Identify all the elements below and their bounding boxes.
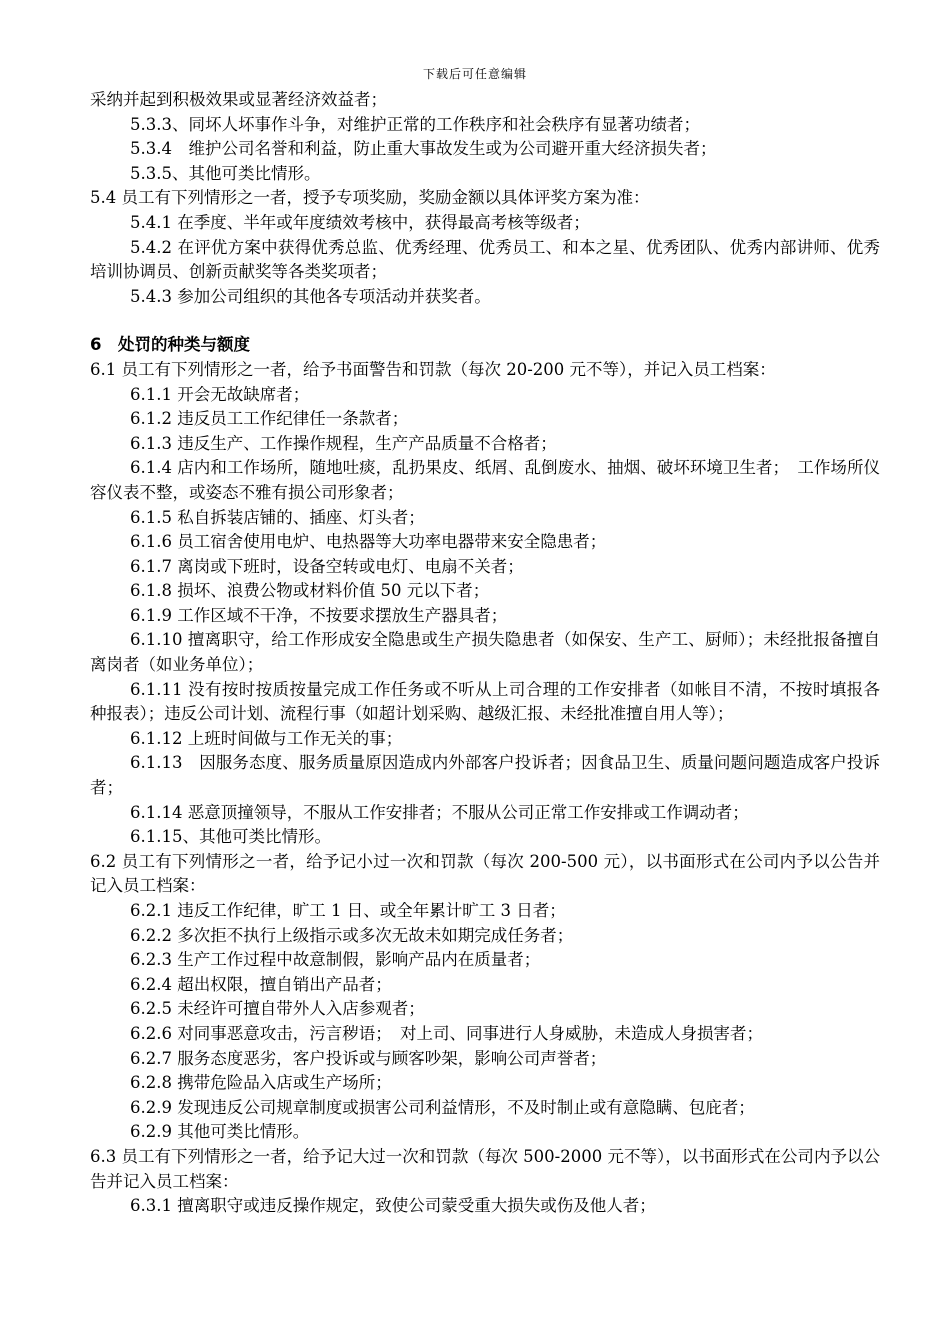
clause-item: 6.2.4 超出权限，擅自销出产品者； [130,974,392,994]
clause-item: 6.1.8 损坏、浪费公物或材料价值 50 元以下者； [130,581,490,601]
clause-item: 6.2.7 服务态度恶劣，客户投诉或与顾客吵架，影响公司声誉者； [130,1048,607,1068]
clause-paragraph: 6.1 员工有下列情形之一者，给予书面警告和罚款（每次 20-200 元不等），并记入员工档案： [90,359,776,379]
clause-paragraph: 5.4 员工有下列情形之一者，授予专项奖励，奖励金额以具体评奖方案为准： [90,188,650,208]
clause-item: 5.3.3、同坏人坏事作斗争，对维护正常的工作秩序和社会秩序有显著功绩者； [130,114,700,134]
section-heading: 6 处罚的种类与额度 [90,335,250,355]
clause-item: 5.3.5、其他可类比情形。 [130,163,321,183]
clause-item: 6.2.8 携带危险品入店或生产场所； [130,1073,392,1093]
clause-item: 6.2.1 违反工作纪律，旷工 1 日、或全年累计旷工 3 日者； [130,901,566,920]
clause-item: 6.1.15、其他可类比情形。 [130,827,331,847]
clause-item: 5.4.2 在评优方案中获得优秀总监、优秀经理、优秀员工、和本之星、优秀团队、优秀内部讲师、优秀培训协调员、创新贡献奖等各类奖项者； [90,237,880,282]
clause-item: 6.2.9 发现违反公司规章制度或损害公司利益情形，不及时制止或有意隐瞒、包庇者； [130,1097,755,1117]
clause-item: 5.3.4 维护公司名誉和利益，防止重大事故发生或为公司避开重大经济损失者； [130,139,717,159]
clause-item: 6.1.3 违反生产、工作操作规程，生产产品质量不合格者； [130,433,557,453]
clause-item: 6.1.2 违反员工工作纪律任一条款者； [130,409,409,429]
clause-item: 6.1.12 上班时间做与工作无关的事； [130,728,403,748]
clause-item: 6.1.9 工作区域不干净，不按要求摆放生产器具者； [130,605,508,625]
clause-item: 6.3.1 擅离职守或违反操作规定，致使公司蒙受重大损失或伤及他人者； [130,1196,656,1216]
header-note: 下载后可任意编辑 [422,67,527,81]
clause-item: 6.1.7 离岗或下班时，设备空转或电灯、电扇不关者； [130,556,524,576]
clause-item: 6.1.5 私自拆装店铺的、插座、灯头者； [130,507,425,527]
clause-item: 5.4.1 在季度、半年或年度绩效考核中，获得最高考核等级者； [130,212,590,232]
clause-item: 6.1.11 没有按时按质按量完成工作任务或不听从上司合理的工作安排者（如帐目不清，不按时填报各种报表）；违反公司计划、流程行事（如超计划采购、越级汇报、未经批准擅自用人等）； [90,679,880,724]
clause-item: 6.1.10 擅离职守，给工作形成安全隐患或生产损失隐患者（如保安、生产工、厨师）；未经批报备擅自离岗者（如业务单位）； [90,630,880,675]
document-body [90,88,880,1219]
clause-item: 6.1.4 店内和工作场所，随地吐痰，乱扔果皮、纸屑、乱倒废水、抽烟、破坏环境卫生者； 工作场所仪容仪表不整，或姿态不雅有损公司形象者； [90,458,880,502]
clause-item: 6.2.6 对同事恶意攻击，污言秽语； 对上司、同事进行人身威胁，未造成人身损害者； [130,1023,763,1043]
clause-item: 6.2.9 其他可类比情形。 [130,1122,310,1142]
clause-item: 5.4.3 参加公司组织的其他各专项活动并获奖者。 [130,286,491,306]
clause-item: 6.2.5 未经许可擅自带外人入店参观者； [130,999,425,1019]
clause-paragraph: 6.3 员工有下列情形之一者，给予记大过一次和罚款（每次 500-2000 元不等），以书面形式在公司内予以公告并记入员工档案： [90,1146,880,1191]
clause-item: 6.1.1 开会无故缺席者； [130,384,310,404]
clause-item: 6.2.2 多次拒不执行上级指示或多次无故未如期完成任务者； [130,925,574,945]
clause-item: 6.1.13 因服务态度、服务质量原因造成内外部客户投诉者；因食品卫生、质量问题问题造成客户投诉者； [90,753,880,798]
clause-item: 6.1.6 员工宿舍使用电炉、电热器等大功率电器带来安全隐患者； [130,532,607,552]
clause-paragraph: 采纳并起到积极效果或显著经济效益者； [90,90,387,109]
clause-item: 6.2.3 生产工作过程中故意制假，影响产品内在质量者； [130,950,541,970]
clause-paragraph: 6.2 员工有下列情形之一者，给予记小过一次和罚款（每次 200-500 元），以书面形式在公司内予以公告并记入员工档案： [90,851,880,896]
clause-item: 6.1.14 恶意顶撞领导，不服从工作安排者；不服从公司正常工作安排或工作调动者； [130,802,749,822]
